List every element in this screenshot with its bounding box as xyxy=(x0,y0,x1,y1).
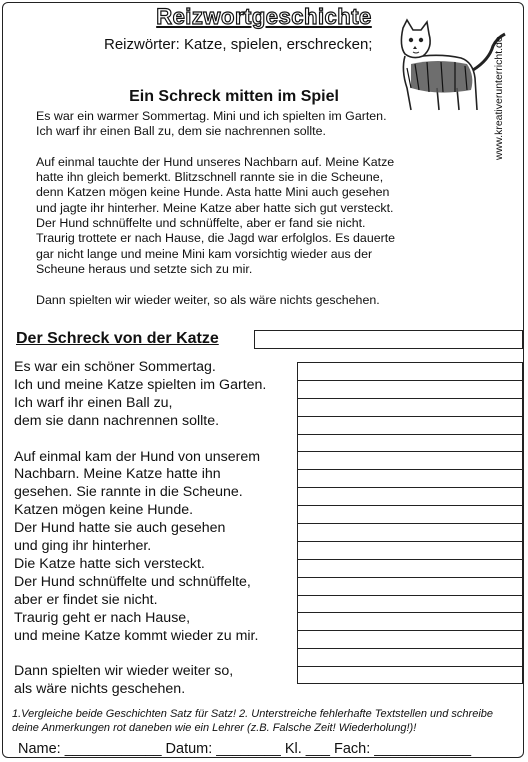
annotation-boxes xyxy=(297,362,523,684)
text-line: Die Katze hatte sich versteckt. xyxy=(14,555,205,572)
annotation-box[interactable] xyxy=(297,541,523,559)
text-line: Es war ein schöner Sommertag. xyxy=(14,359,216,375)
text-line: dem sie dann nachrennen sollte. xyxy=(14,412,220,429)
annotation-box[interactable] xyxy=(297,505,523,523)
story-paragraph: Es war ein warmer Sommertag. Mini und ich spielten im Garten. Ich warf ihr einen Ball zu, dem sie nachrennen sollte. xyxy=(36,109,387,139)
annotation-box[interactable] xyxy=(297,648,523,666)
text-line: und meine Katze kommt wieder zu mir. xyxy=(14,627,259,644)
stimulus-words: Reizwörter: Katze, spielen, erschrecken; xyxy=(104,36,373,53)
comparison-text xyxy=(14,359,266,699)
annotation-box[interactable] xyxy=(297,380,523,398)
annotation-box[interactable] xyxy=(297,630,523,648)
annotation-box[interactable] xyxy=(297,577,523,595)
annotation-box[interactable] xyxy=(297,612,523,630)
comparison-title-box[interactable] xyxy=(254,330,523,349)
website-url: www.kreativerunterricht.de xyxy=(493,36,505,160)
annotation-box[interactable] xyxy=(297,362,523,380)
story-paragraph: Dann spielten wir wieder weiter, so als wäre nichts geschehen. xyxy=(36,292,380,307)
comparison-title: Der Schreck von der Katze xyxy=(16,330,219,347)
annotation-box[interactable] xyxy=(297,434,523,452)
text-line: Ich warf ihr einen Ball zu, xyxy=(14,394,173,411)
annotation-box[interactable] xyxy=(297,469,523,487)
story-title: Ein Schreck mitten im Spiel xyxy=(129,88,339,105)
annotation-box[interactable] xyxy=(297,416,523,434)
annotation-box[interactable] xyxy=(297,398,523,416)
text-line: Traurig geht er nach Hause, xyxy=(14,609,191,626)
text-line: Der Hund hatte sie auch gesehen xyxy=(14,520,226,537)
text-line: und ging ihr hinterher. xyxy=(14,538,152,555)
annotation-box[interactable] xyxy=(297,595,523,613)
text-line: gesehen. Sie rannte in die Scheune. xyxy=(14,484,243,501)
text-line: Nachbarn. Meine Katze hatte ihn xyxy=(14,466,221,483)
text-line: Dann spielten wir wieder weiter so, xyxy=(14,663,234,680)
blank-line xyxy=(14,645,266,663)
annotation-box[interactable] xyxy=(297,523,523,541)
instructions: 1.Vergleiche beide Geschichten Satz für Satz! 2. Unterstreiche fehlerhafte Textstellen und schreibe deine Anmerkungen rot daneben wie ein Lehrer (z.B. Falsche Zeit! Wiederholung!)! xyxy=(12,708,494,734)
annotation-box[interactable] xyxy=(297,559,523,577)
worksheet-title: Reizwortgeschichte xyxy=(156,4,372,29)
annotation-box[interactable] xyxy=(297,666,523,684)
text-line: Der Hund schnüffelte und schnüffelte, xyxy=(14,573,251,590)
original-story xyxy=(36,109,466,323)
text-line: als wäre nichts geschehen. xyxy=(14,681,186,698)
annotation-box[interactable] xyxy=(297,487,523,505)
text-line: aber er findet sie nicht. xyxy=(14,591,158,608)
text-line: Katzen mögen keine Hunde. xyxy=(14,502,194,519)
text-line: Auf einmal kam der Hund von unserem xyxy=(14,448,261,465)
annotation-box[interactable] xyxy=(297,451,523,469)
blank-line xyxy=(14,431,266,449)
story-paragraph: Auf einmal tauchte der Hund unseres Nachbarn auf. Meine Katze hatte ihn gleich bemerkt. Blitzschnell rannte sie in die Scheune, denn Katzen mögen keine Hunde. Asta hatte Mini auch gesehen und jagte ihr hinterher. Meine Katze aber hatte sich gut versteckt. Der Hund schnüffelte und schnüffelte, aber er fand sie nicht. Traurig trottete er nach Hause, die Jagd war erfolglos. Es dauerte gar nicht lange und meine Mini kam vorsichtig wieder aus der Scheune heraus und setzte sich zu mir. xyxy=(36,154,396,276)
text-line: Ich und meine Katze spielten im Garten. xyxy=(14,376,267,393)
name-date-footer[interactable]: Name: ____________ Datum: ________ Kl. ___ Fach: ____________ xyxy=(18,741,472,757)
